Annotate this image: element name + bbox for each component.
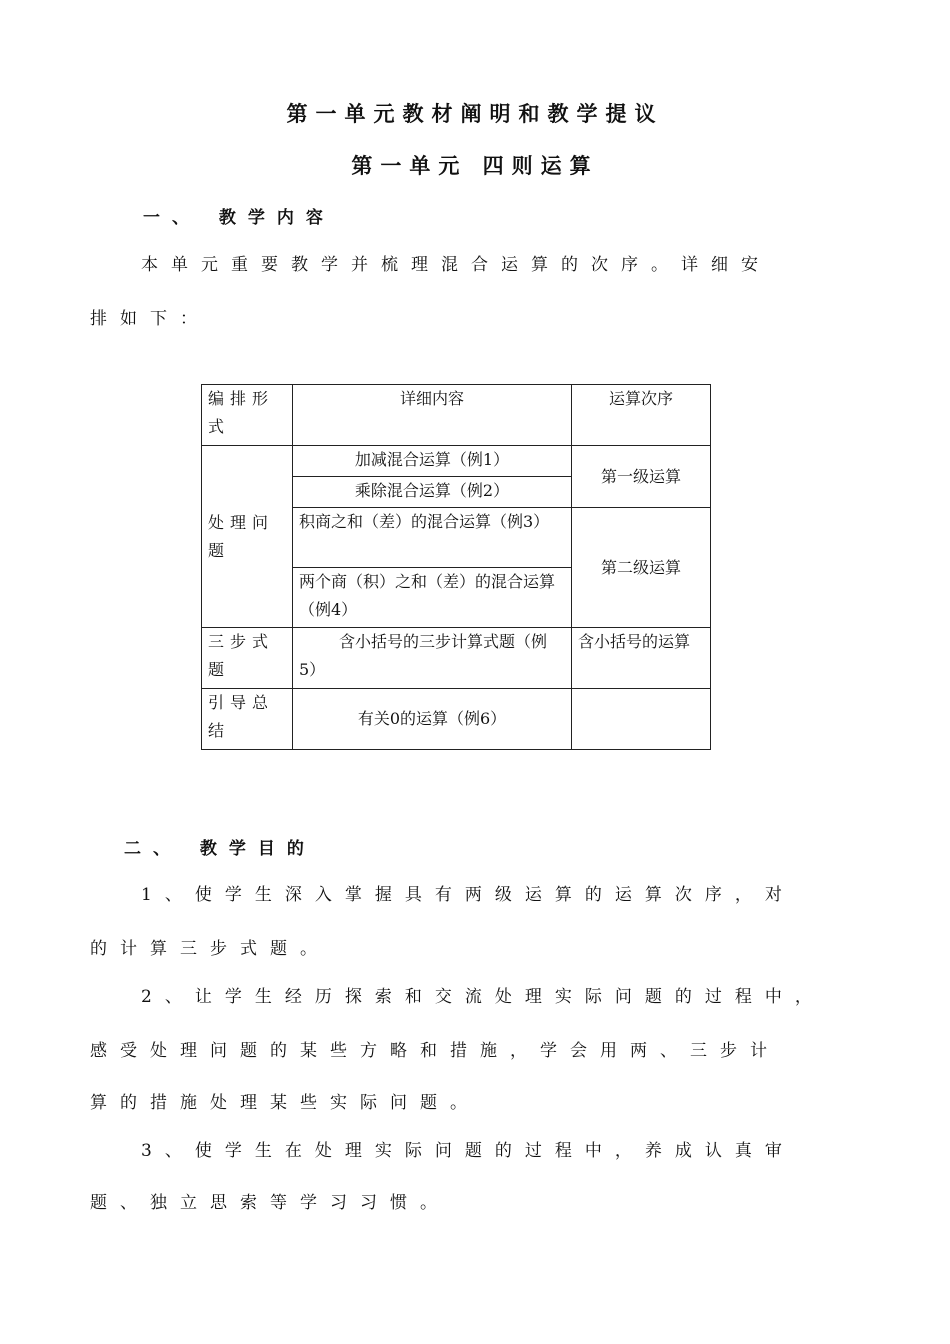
header-arrangement: 编排形式	[202, 385, 293, 446]
section2-heading: 二、 教学目的	[124, 839, 316, 859]
document-title: 第一单元教材阐明和教学提议	[286, 101, 664, 126]
table-row: 加减混合运算（例1）	[293, 446, 572, 477]
group-label-solve-problems: 处理问题	[202, 446, 293, 628]
unit-subtitle: 第一单元 四则运算	[351, 153, 599, 178]
level2-order: 第二级运算	[572, 508, 711, 628]
section1-paragraph-line1: 本单元重要教学并梳理混合运算的次序。详细安	[141, 255, 771, 275]
header-content: 详细内容	[293, 385, 572, 446]
table-row: 有关0的运算（例6）	[293, 689, 572, 750]
table-row: 积商之和（差）的混合运算（例3）	[293, 508, 572, 568]
goal3-line2: 题、独立思索等学习习惯。	[90, 1193, 450, 1213]
section1-paragraph-line2: 排如下：	[90, 309, 210, 329]
row6-order	[572, 689, 711, 750]
table-row: 乘除混合运算（例2）	[293, 477, 572, 508]
table-row: 含小括号的三步计算式题（例5）	[293, 628, 572, 689]
header-order: 运算次序	[572, 385, 711, 446]
row-label-summary: 引导总结	[202, 689, 293, 750]
level1-order: 第一级运算	[572, 446, 711, 508]
goal1-line1: 1、使学生深入掌握具有两级运算的运算次序，对	[141, 885, 795, 905]
goal2-line2: 感受处理问题的某些方略和措施，学会用两、三步计	[90, 1041, 780, 1061]
goal1-line2: 的计算三步式题。	[90, 939, 330, 959]
row5-order: 含小括号的运算	[572, 628, 711, 689]
content-table	[201, 384, 711, 750]
goal2-line1: 2、让学生经历探索和交流处理实际问题的过程中，	[141, 987, 825, 1007]
table-row: 两个商（积）之和（差）的混合运算（例4）	[293, 568, 572, 628]
goal2-line3: 算的措施处理某些实际问题。	[90, 1093, 480, 1113]
goal3-line1: 3、使学生在处理实际问题的过程中，养成认真审	[141, 1141, 795, 1161]
section1-heading: 一、 教学内容	[143, 208, 335, 228]
row-label-three-step: 三步式题	[202, 628, 293, 689]
